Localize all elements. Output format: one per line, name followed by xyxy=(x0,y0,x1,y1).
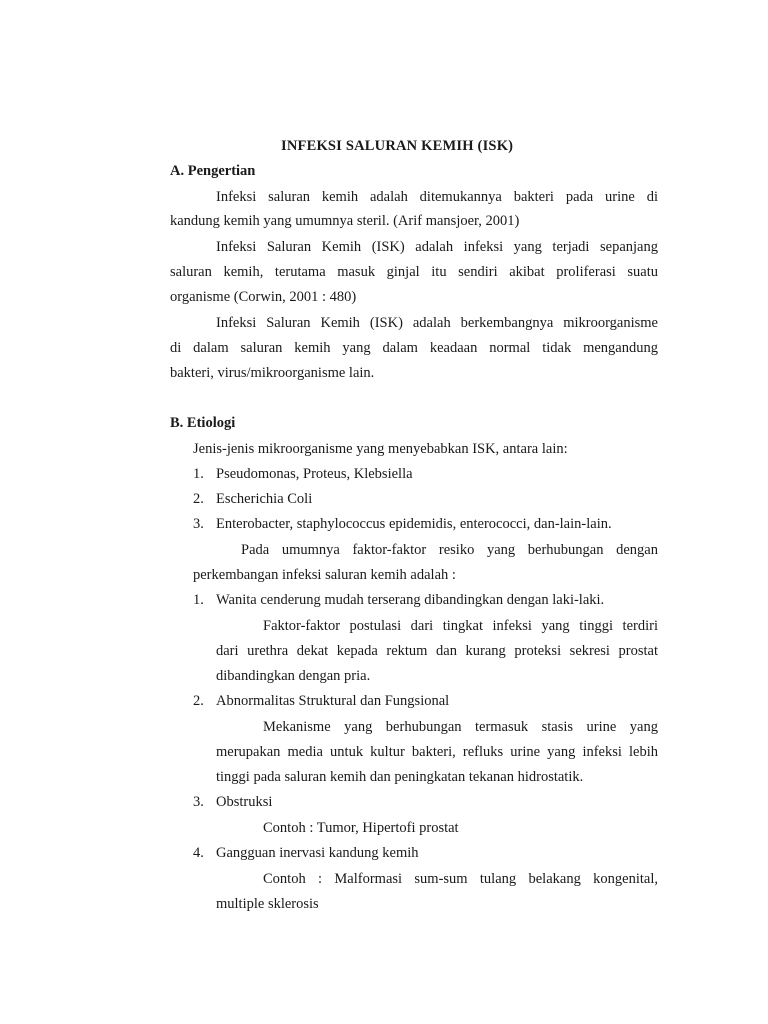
paragraph-line: perkembangan infeksi saluran kemih adalah : xyxy=(193,567,456,583)
paragraph-line: kandung kemih yang umumnya steril. (Arif mansjoer, 2001) xyxy=(170,213,520,229)
factor-detail: Contoh : Malformasi sum-sum tulang belakang kongenital, xyxy=(263,871,658,887)
document-title: INFEKSI SALURAN KEMIH (ISK) xyxy=(281,138,514,154)
paragraph-line: Infeksi Saluran Kemih (ISK) adalah infeksi yang terjadi sepanjang xyxy=(216,239,658,255)
factor-number: 2. xyxy=(193,693,204,709)
list-number: 3. xyxy=(193,516,204,532)
list-number: 1. xyxy=(193,466,204,482)
factor-detail: merupakan media untuk kultur bakteri, refluks urine yang infeksi lebih xyxy=(216,744,658,760)
paragraph-line: Infeksi saluran kemih adalah ditemukannya bakteri pada urine di xyxy=(216,189,658,205)
factor-detail: Contoh : Tumor, Hipertofi prostat xyxy=(263,820,459,836)
list-item: Pseudomonas, Proteus, Klebsiella xyxy=(216,466,413,482)
factor-detail: Mekanisme yang berhubungan termasuk stasis urine yang xyxy=(263,719,658,735)
paragraph-line: saluran kemih, terutama masuk ginjal itu sendiri akibat proliferasi suatu xyxy=(170,264,658,280)
paragraph-line: organisme (Corwin, 2001 : 480) xyxy=(170,289,357,305)
factor-detail: tinggi pada saluran kemih dan peningkatan tekanan hidrostatik. xyxy=(216,769,584,785)
factor-title: Wanita cenderung mudah terserang dibandingkan dengan laki-laki. xyxy=(216,592,605,608)
factor-detail: Faktor-faktor postulasi dari tingkat infeksi yang tinggi terdiri xyxy=(263,618,658,634)
section-b-heading: B. Etiologi xyxy=(170,415,236,431)
paragraph-line: Infeksi Saluran Kemih (ISK) adalah berkembangnya mikroorganisme xyxy=(216,315,658,331)
list-item: Escherichia Coli xyxy=(216,491,313,507)
factor-title: Gangguan inervasi kandung kemih xyxy=(216,845,419,861)
paragraph-line: di dalam saluran kemih yang dalam keadaan normal tidak mengandung xyxy=(170,340,658,356)
factor-number: 4. xyxy=(193,845,204,861)
factor-detail: dari urethra dekat kepada rektum dan kurang proteksi sekresi prostat xyxy=(216,643,658,659)
list-item: Enterobacter, staphylococcus epidemidis, enterococci, dan-lain-lain. xyxy=(216,516,612,532)
factor-title: Abnormalitas Struktural dan Fungsional xyxy=(216,693,450,709)
section-a-heading: A. Pengertian xyxy=(170,163,256,179)
etiologi-intro: Jenis-jenis mikroorganisme yang menyebabkan ISK, antara lain: xyxy=(193,441,568,457)
factor-title: Obstruksi xyxy=(216,794,273,810)
factor-number: 1. xyxy=(193,592,204,608)
paragraph-line: bakteri, virus/mikroorganisme lain. xyxy=(170,365,375,381)
list-number: 2. xyxy=(193,491,204,507)
factor-detail: dibandingkan dengan pria. xyxy=(216,668,371,684)
paragraph-line: Pada umumnya faktor-faktor resiko yang berhubungan dengan xyxy=(241,542,658,558)
factor-detail: multiple sklerosis xyxy=(216,896,319,912)
factor-number: 3. xyxy=(193,794,204,810)
